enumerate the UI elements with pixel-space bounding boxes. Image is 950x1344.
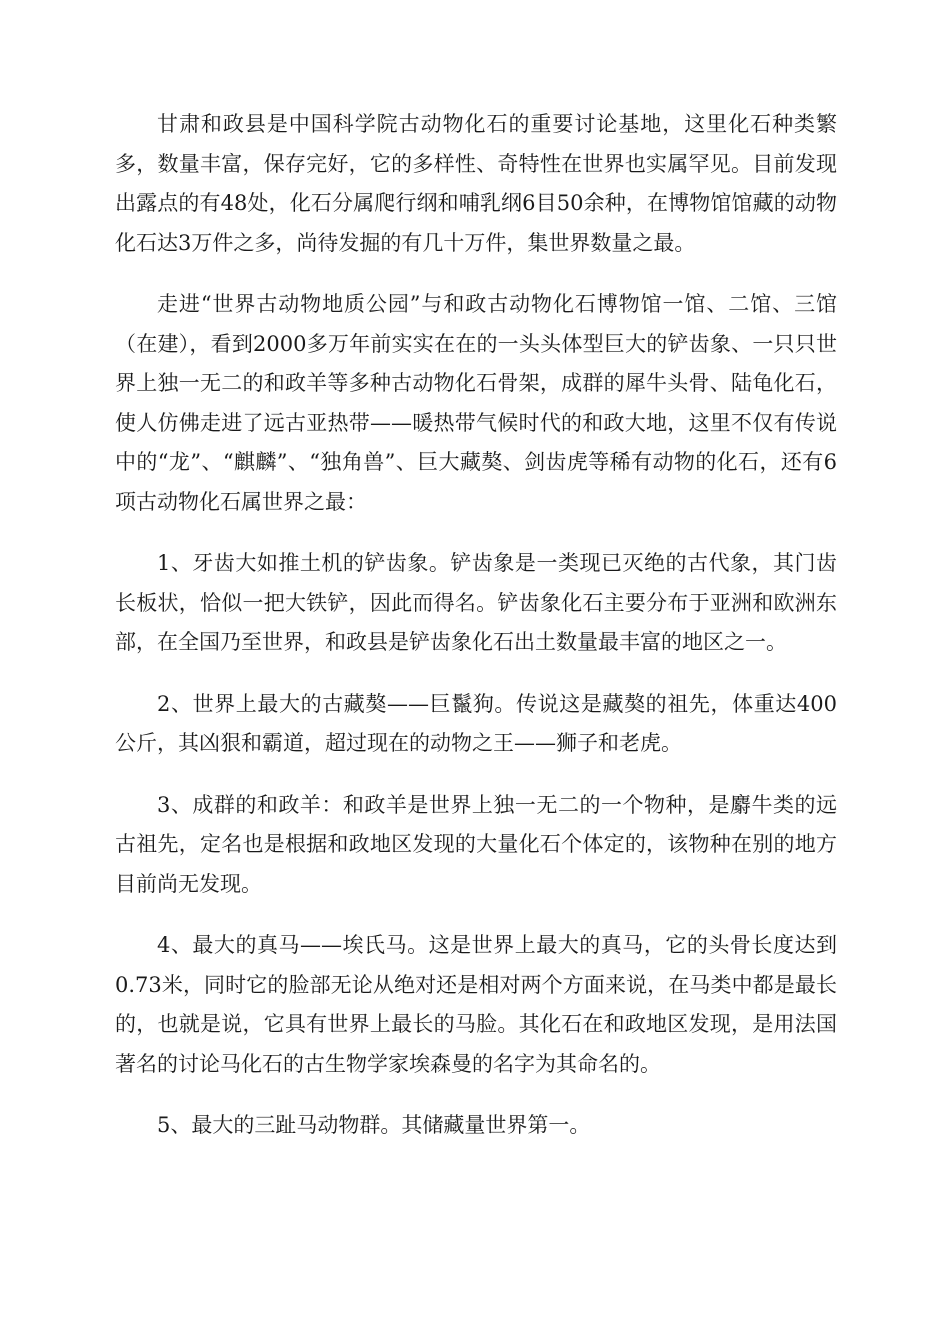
- document-body: [115, 105, 837, 1168]
- paragraph-item-1: 1、牙齿大如推土机的铲齿象。铲齿象是一类现已灭绝的古代象，其门齿长板状，恰似一把大铁铲，因此而得名。铲齿象化石主要分布于亚洲和欧洲东部，在全国乃至世界，和政县是铲齿象化石出土数量最丰富的地区之一。: [115, 551, 837, 654]
- paragraph-intro: 甘肃和政县是中国科学院古动物化石的重要讨论基地，这里化石种类繁多，数量丰富，保存完好，它的多样性、奇特性在世界也实属罕见。目前发现出露点的有48处，化石分属爬行纲和哺乳纲6目50余种，在博物馆馆藏的动物化石达3万件之多，尚待发掘的有几十万件，集世界数量之最。: [115, 112, 837, 255]
- paragraph-item-3: 3、成群的和政羊：和政羊是世界上独一无二的一个物种，是麝牛类的远古祖先，定名也是根据和政地区发现的大量化石个体定的，该物种在别的地方目前尚无发现。: [115, 792, 837, 896]
- paragraph-item-2: 2、世界上最大的古藏獒——巨鬣狗。传说这是藏獒的祖先，体重达400公斤，其凶狠和霸道，超过现在的动物之王——狮子和老虎。: [115, 691, 837, 755]
- paragraph-geopark: 走进“世界古动物地质公园”与和政古动物化石博物馆一馆、二馆、三馆（在建），看到2000多万年前实实在在的一头头体型巨大的铲齿象、一只只世界上独一无二的和政羊等多种古动物化石骨架，成群的犀牛头骨、陆龟化石，使人仿佛走进了远古亚热带——暖热带气候时代的和政大地，这里不仅有传说中的“龙”、“麒麟”、“独角兽”、巨大藏獒、剑齿虎等稀有动物的化石，还有6项古动物化石属世界之最：: [115, 292, 837, 514]
- paragraph-item-5: 5、最大的三趾马动物群。其储藏量世界第一。: [157, 1113, 591, 1137]
- paragraph-item-4: 4、最大的真马——埃氏马。这是世界上最大的真马，它的头骨长度达到0.73米，同时它的脸部无论从绝对还是相对两个方面来说，在马类中都是最长的，也就是说，它具有世界上最长的马脸。其化石在和政地区发现，是用法国著名的讨论马化石的古生物学家埃森曼的名字为其命名的。: [115, 933, 837, 1076]
